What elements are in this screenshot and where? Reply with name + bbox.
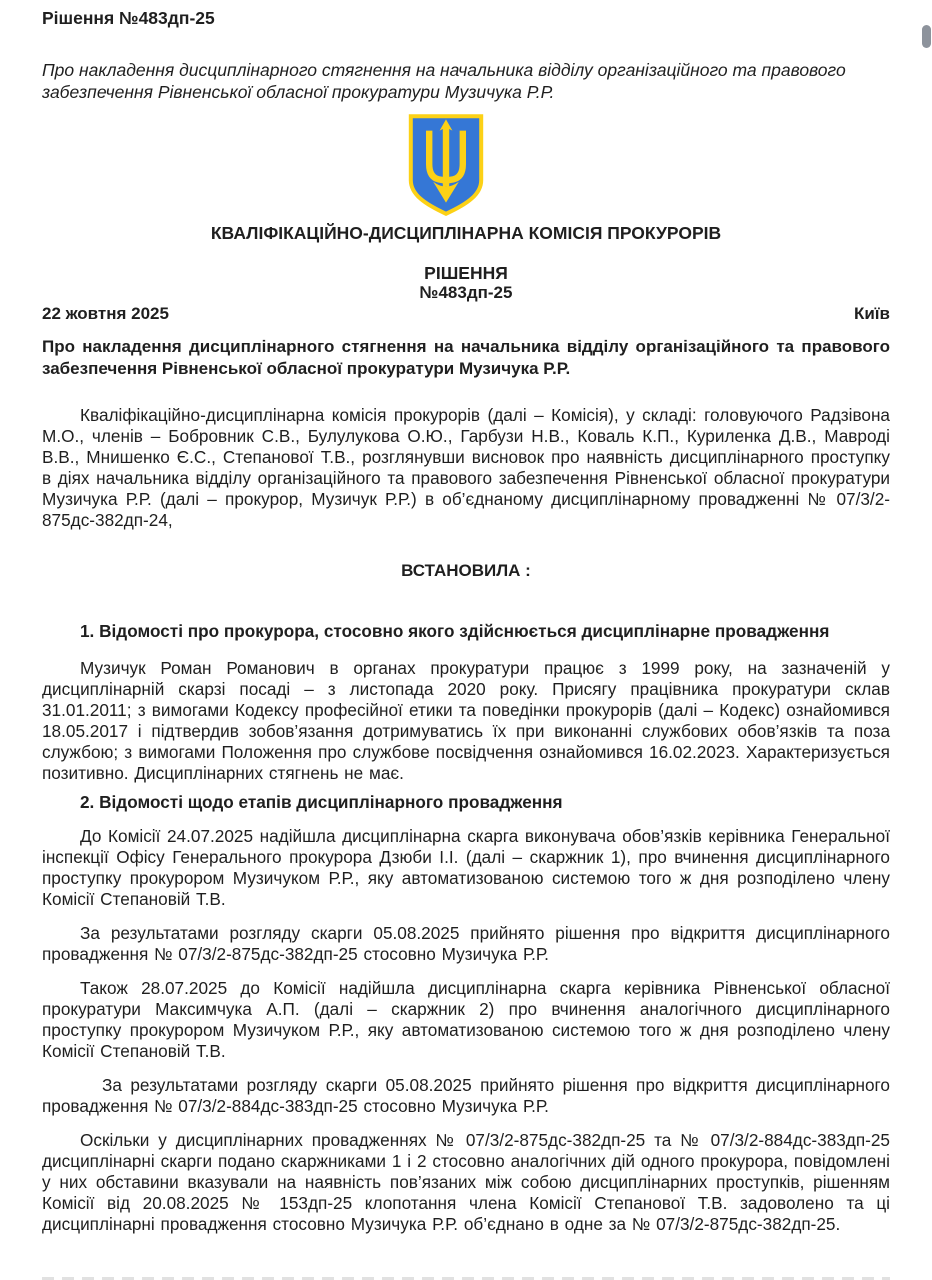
section-2-heading: 2. Відомості щодо етапів дисциплінарного провадження xyxy=(80,792,563,812)
section-1-heading: 1. Відомості про прокурора, стосовно якого здійснюється дисциплінарне провадження xyxy=(80,621,830,641)
decision-reference: Рішення №483дп-25 xyxy=(42,8,215,28)
document-number: №483дп-25 xyxy=(419,283,513,302)
section-2-paragraph: Оскільки у дисциплінарних провадженнях № 07/3/2-875дс-382дп-25 та № 07/3/2-884дс-383дп-25 дисциплінарні скарги подано скаржниками 1 і 2 стосовно аналогічних дій одного прокурора, повідомлені у них обставини вказували на наявність пов’язаних між собою дисциплінарних проступків, рішенням Комісії від 20.08.2025 № 153дп-25 клопотання члена Комісії Степанової Т.В. задоволено та ці дисциплінарні провадження стосовно Музичука Р.Р. об’єднано в одне за № 07/3/2-875дс-382дп-25. xyxy=(42,1130,890,1234)
section-2-paragraph: За результатами розгляду скарги 05.08.2025 прийнято рішення про відкриття дисциплінарного провадження № 07/3/2-884дс-383дп-25 стосовно Музичука Р.Р. xyxy=(42,1075,890,1116)
document-type-title: РІШЕННЯ xyxy=(424,263,508,283)
coat-of-arms xyxy=(406,113,486,217)
section-2-paragraph: За результатами розгляду скарги 05.08.2025 прийнято рішення про відкриття дисциплінарного провадження № 07/3/2-875дс-382дп-25 стосовно Музичука Р.Р. xyxy=(42,923,890,964)
established-heading: ВСТАНОВИЛА : xyxy=(401,561,531,580)
section-2-paragraph: Також 28.07.2025 до Комісії надійшла дисциплінарна скарга керівника Рівненської обласної прокуратури Максимчука А.П. (далі – скаржник 2) про вчинення аналогічного дисциплінарного проступку прокурором Музичуком Р.Р., яку автоматизованою системою того ж дня розподілено члену Комісії Степановій Т.В. xyxy=(42,978,890,1061)
section-2-paragraph: До Комісії 24.07.2025 надійшла дисциплінарна скарга виконувача обов’язків керівника Генеральної інспекції Офісу Генерального прокурора Дзюби І.І. (далі – скаржник 1), про вчинення дисциплінарного проступку прокурором Музичуком Р.Р., яку автоматизованою системою того ж дня розподілено члену Комісії Степановій Т.В. xyxy=(42,826,890,909)
ukraine-trident-shield-icon xyxy=(406,113,486,217)
decision-date: 22 жовтня 2025 xyxy=(42,304,169,323)
decision-city: Київ xyxy=(853,304,890,323)
intro-paragraph: Кваліфікаційно-дисциплінарна комісія прокурорів (далі – Комісія), у складі: головуючого Радзівона М.О., членів – Бобровник С.В., Булулукова О.Ю., Гарбузи Н.В., Коваль К.П., Куриленка Д.В., Мавроді В.В., Мнишенко Є.С., Степанової Т.В., розглянувши висновок про наявність дисциплінарного проступку в діях начальника відділу організаційного та правового забезпечення Рівненської обласної прокуратури Музичука Р.Р. (далі – прокурор, Музичук Р.Р.) в об’єднаному дисциплінарному провадженні № 07/3/2-875дс-382дп-24, xyxy=(42,405,890,530)
section-1-paragraph: Музичук Роман Романович в органах прокуратури працює з 1999 року, на зазначеній у дисциплінарній скарзі посаді – з листопада 2020 року. Присягу працівника прокуратури склав 31.01.2011; з вимогами Кодексу професійної етики та поведінки прокурорів (далі – Кодекс) ознайомився 18.05.2017 і підтвердив зобов’язання дотримуватись їх при виконанні службових обов’язків та поза службою; з вимогами Положення про службове посвідчення ознайомився 16.02.2023. Характеризується позитивно. Дисциплінарних стягнень не має. xyxy=(42,658,890,783)
issuing-authority-title: КВАЛІФІКАЦІЙНО-ДИСЦИПЛІНАРНА КОМІСІЯ ПРОКУРОРІВ xyxy=(210,223,722,243)
date-city-row xyxy=(42,304,890,324)
decision-subject-bold: Про накладення дисциплінарного стягнення на начальника відділу організаційного та правового забезпечення Рівненської обласної прокуратури Музичука Р.Р. xyxy=(42,337,890,378)
scrollbar-thumb[interactable] xyxy=(922,25,931,48)
decision-subject-italic: Про накладення дисциплінарного стягнення на начальника відділу організаційного та правового забезпечення Рівненської обласної прокуратури Музичука Р.Р. xyxy=(42,60,846,102)
